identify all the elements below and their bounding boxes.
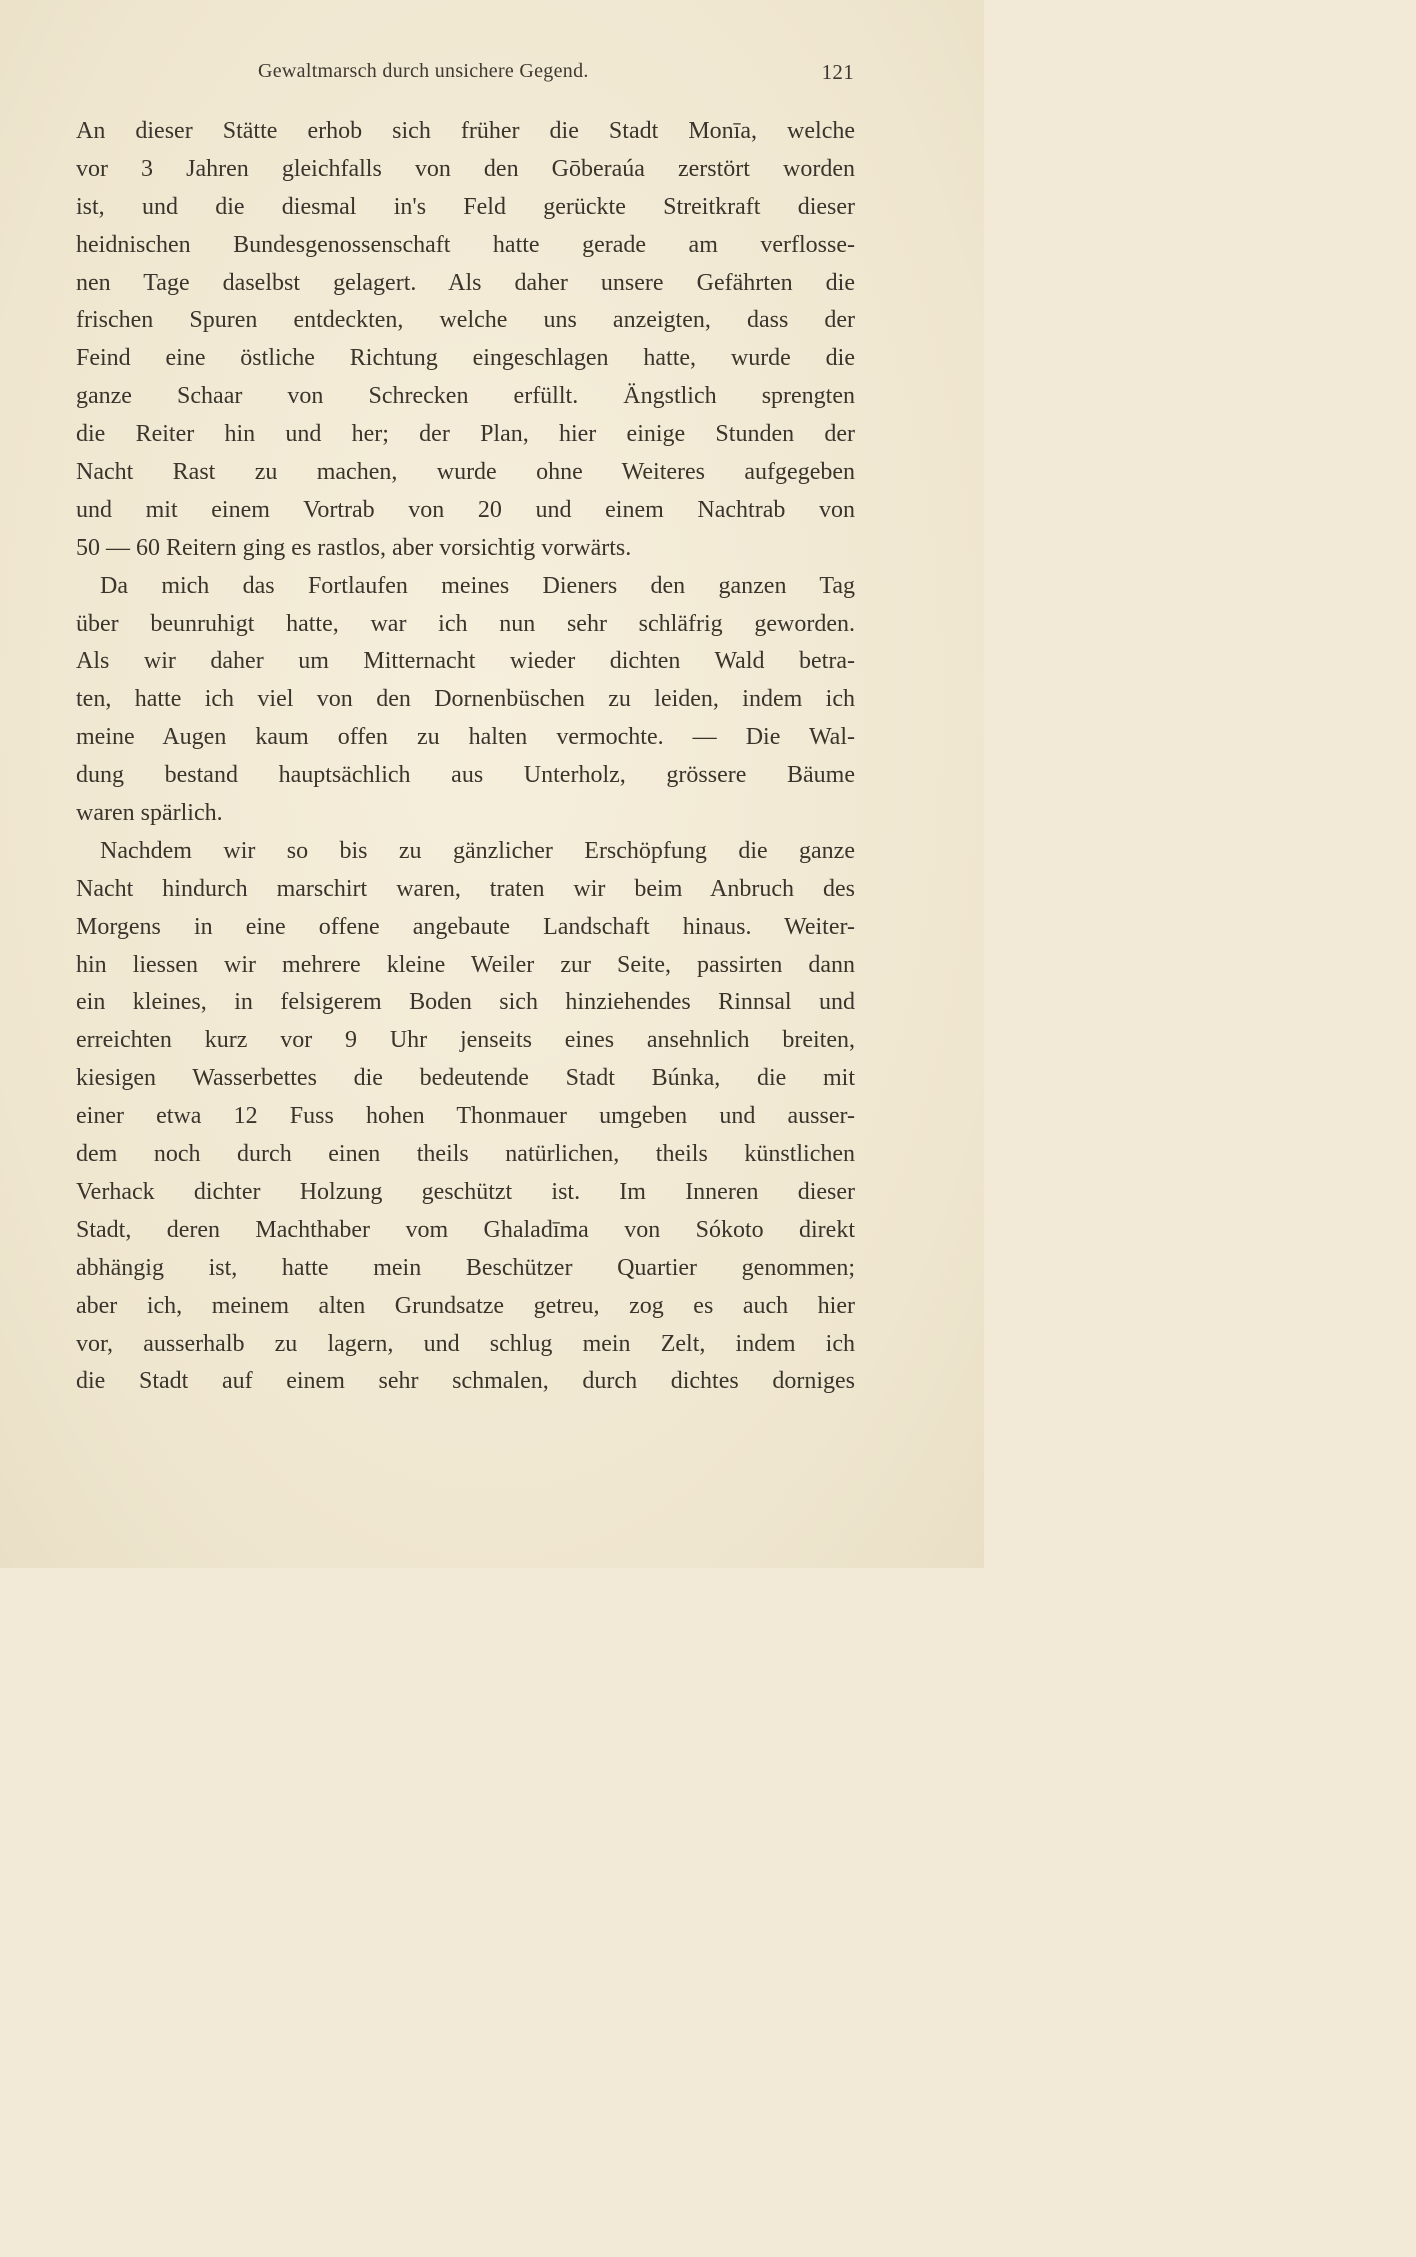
text-line: dem noch durch einen theils natürlichen, theils künstlichen: [76, 1141, 855, 1168]
text-line: vor, ausserhalb zu lagern, und schlug mein Zelt, indem ich: [76, 1330, 855, 1357]
text-line: waren spärlich.: [76, 800, 223, 827]
text-line: Feind eine östliche Richtung eingeschlagen hatte, wurde die: [76, 345, 855, 372]
text-line: vor 3 Jahren gleichfalls von den Gōberaúa zerstört worden: [76, 155, 855, 182]
text-line: meine Augen kaum offen zu halten vermochte. — Die Wal-: [76, 724, 855, 751]
text-line: einer etwa 12 Fuss hohen Thonmauer umgeben und ausser-: [76, 1103, 855, 1130]
text-line: Nacht hindurch marschirt waren, traten wir beim Anbruch des: [76, 875, 855, 902]
text-line: hin liessen wir mehrere kleine Weiler zur Seite, passirten dann: [76, 951, 855, 978]
text-line: Verhack dichter Holzung geschützt ist. Im Inneren dieser: [76, 1178, 855, 1205]
text-line: erreichten kurz vor 9 Uhr jenseits eines ansehnlich breiten,: [76, 1027, 855, 1054]
text-line: 50 — 60 Reitern ging es rastlos, aber vorsichtig vorwärts.: [76, 534, 632, 561]
text-line: ein kleines, in felsigerem Boden sich hinziehendes Rinnsal und: [76, 989, 855, 1016]
text-line: die Reiter hin und her; der Plan, hier einige Stunden der: [76, 421, 855, 448]
text-line: frischen Spuren entdeckten, welche uns anzeigten, dass der: [76, 307, 855, 334]
text-line: heidnischen Bundesgenossenschaft hatte gerade am verflosse-: [76, 231, 855, 258]
text-line: Als wir daher um Mitternacht wieder dichten Wald betra-: [76, 648, 855, 675]
text-line: ten, hatte ich viel von den Dornenbüschen zu leiden, indem ich: [76, 686, 855, 713]
book-page: [0, 0, 984, 1568]
page-header: [258, 60, 854, 90]
text-line: ganze Schaar von Schrecken erfüllt. Ängstlich sprengten: [76, 383, 855, 410]
text-line: kiesigen Wasserbettes die bedeutende Stadt Búnka, die mit: [76, 1065, 855, 1092]
paragraph-1: [76, 113, 855, 568]
text-line: ist, und die diesmal in's Feld gerückte Streitkraft dieser: [76, 193, 855, 220]
text-line: nen Tage daselbst gelagert. Als daher unsere Gefährten die: [76, 269, 855, 296]
text-line: Da mich das Fortlaufen meines Dieners den ganzen Tag: [100, 572, 855, 599]
text-line: über beunruhigt hatte, war ich nun sehr schläfrig geworden.: [76, 610, 855, 637]
body-text: [76, 113, 855, 1401]
text-line: abhängig ist, hatte mein Beschützer Quartier genommen;: [76, 1254, 855, 1281]
page-number: 121: [821, 60, 854, 84]
text-line: dung bestand hauptsächlich aus Unterholz, grössere Bäume: [76, 762, 855, 789]
paragraph-2: [76, 568, 855, 833]
text-line: aber ich, meinem alten Grundsatze getreu, zog es auch hier: [76, 1292, 855, 1319]
running-title: Gewaltmarsch durch unsichere Gegend.: [258, 60, 589, 82]
text-line: An dieser Stätte erhob sich früher die Stadt Monīa, welche: [76, 118, 855, 144]
text-line: Stadt, deren Machthaber vom Ghaladīma von Sókoto direkt: [76, 1216, 855, 1243]
text-line: Nacht Rast zu machen, wurde ohne Weiteres aufgegeben: [76, 459, 855, 486]
text-line: Morgens in eine offene angebaute Landschaft hinaus. Weiter-: [76, 913, 855, 940]
text-line: und mit einem Vortrab von 20 und einem Nachtrab von: [76, 496, 855, 523]
text-line: Nachdem wir so bis zu gänzlicher Erschöpfung die ganze: [100, 837, 855, 864]
text-line: die Stadt auf einem sehr schmalen, durch dichtes dorniges: [76, 1368, 855, 1395]
paragraph-3: [76, 833, 855, 1401]
